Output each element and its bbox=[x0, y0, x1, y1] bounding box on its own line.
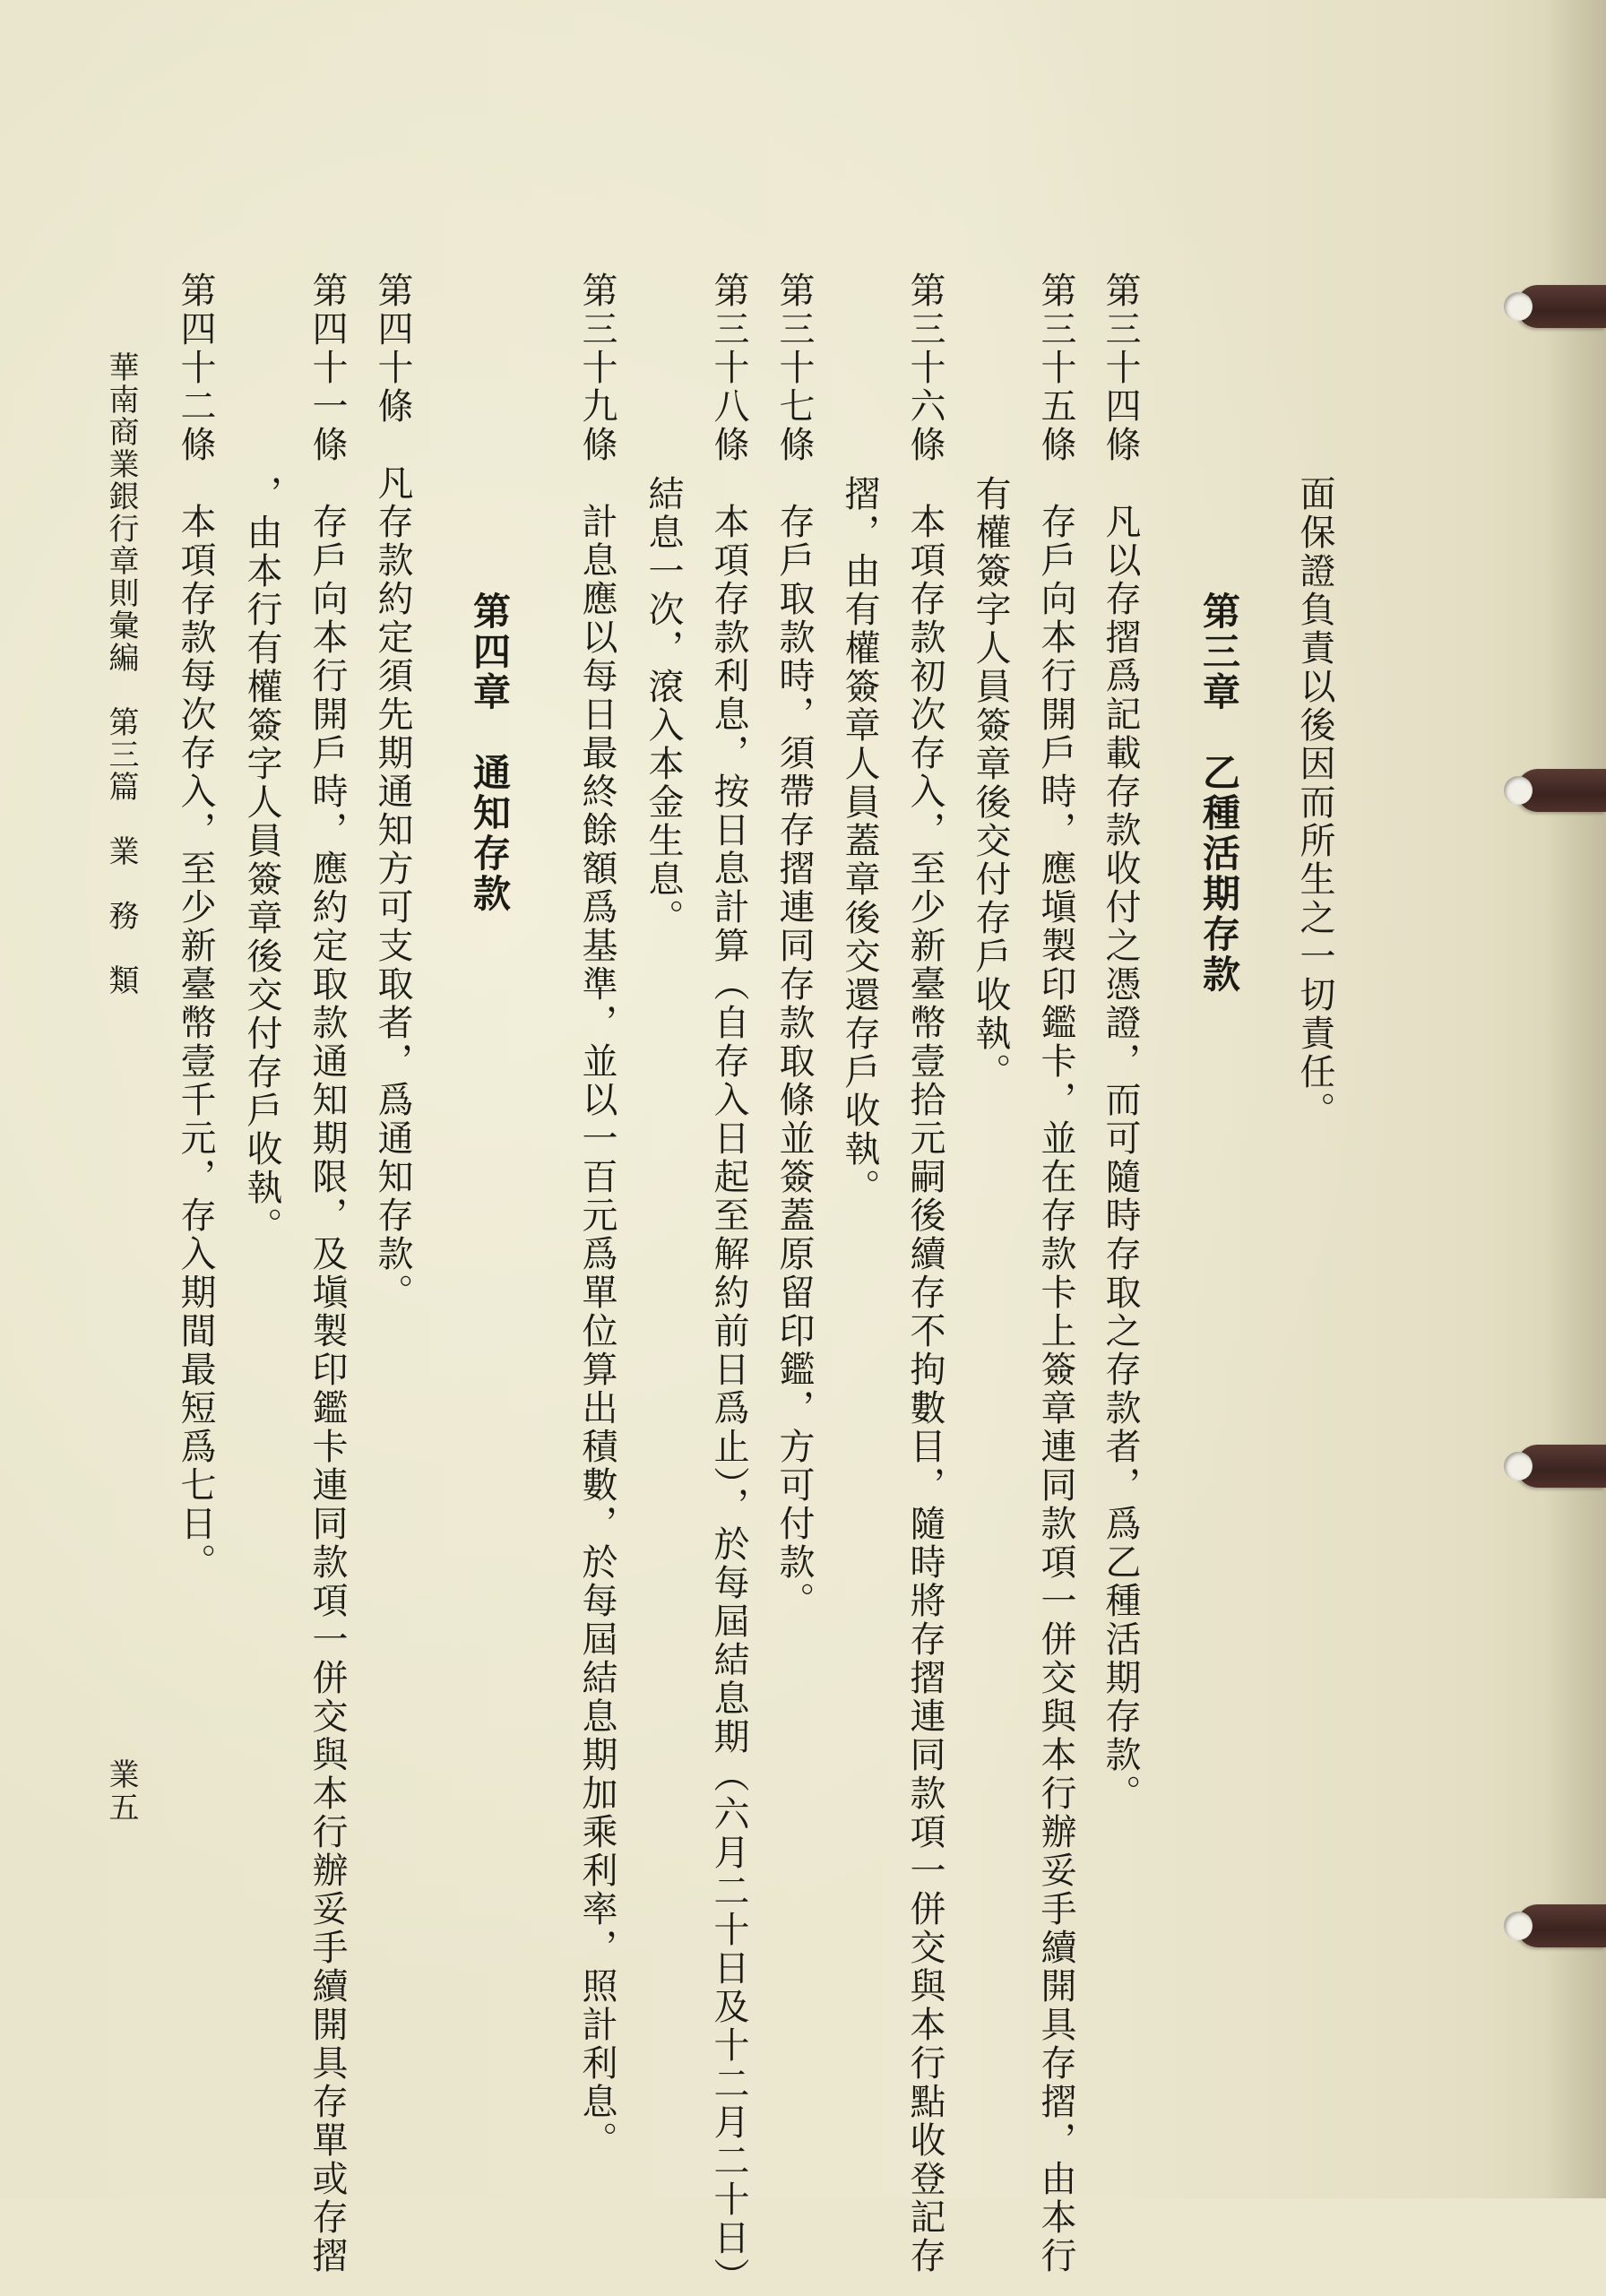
article-41: 第四十一條 存戶向本行開戶時，應約定取款通知期限，及塡製印鑑卡連同款項一併交與本行辦妥手續開具存單或存摺 bbox=[307, 272, 348, 2275]
page-edge-shadow bbox=[1543, 0, 1606, 2198]
article-35-continuation: 有權簽字人員簽章後交付存戶收執。 bbox=[970, 475, 1011, 1092]
article-38: 第三十八條 本項存款利息，按日息計算（自存入日起至解約前日爲止），於每屆結息期（六月二十日及十二月二十日） bbox=[708, 272, 749, 2296]
article-41-continuation: ，由本行有權簽字人員簽章後交付存戶收執。 bbox=[241, 475, 282, 1246]
article-37: 第三十七條 存戶取款時，須帶存摺連同存款取條並簽蓋原留印鑑，方可付款。 bbox=[773, 272, 815, 1620]
article-36-continuation: 摺，由有權簽章人員蓋章後交還存戶收執。 bbox=[839, 475, 880, 1207]
article-34: 第三十四條 凡以存摺爲記載存款收付之憑證，而可隨時存取之存款者，爲乙種活期存款。 bbox=[1100, 272, 1141, 1813]
page-footer: 華南商業銀行章則彙編 第三篇 業 務 類 bbox=[103, 351, 139, 997]
binding-thread-1 bbox=[1516, 285, 1606, 328]
article-42: 第四十二條 本項存款每次存入，至少新臺幣壹千元，存入期間最短爲七日。 bbox=[175, 272, 216, 1582]
article-36: 第三十六條 本項存款初次存入，至少新臺幣壹拾元嗣後續存不拘數目，隨時將存摺連同款項一併交與本行點收登記存 bbox=[904, 272, 945, 2275]
article-39: 第三十九條 計息應以每日最終餘額爲基準，並以一百元爲單位算出積數，於每屆結息期加乘利率，照計利息。 bbox=[576, 272, 617, 2160]
binding-thread-2 bbox=[1516, 769, 1606, 812]
page-folio: 業五 bbox=[103, 1758, 139, 1825]
binding-thread-4 bbox=[1516, 1904, 1606, 1947]
text-column-continuation: 面保證負責以後因而所生之一切責任。 bbox=[1294, 475, 1335, 1130]
chapter-4-heading: 第四章 通知存款 bbox=[468, 591, 512, 914]
chapter-3-heading: 第三章 乙種活期存款 bbox=[1197, 591, 1241, 995]
article-38-continuation: 結息一次，滾入本金生息。 bbox=[643, 475, 684, 937]
article-40: 第四十條 凡存款約定須先期通知方可支取者，爲通知存款。 bbox=[372, 272, 413, 1312]
binding-thread-3 bbox=[1516, 1445, 1606, 1488]
article-35: 第三十五條 存戶向本行開戶時，應塡製印鑑卡，並在存款卡上簽章連同款項一併交與本行辦妥手續開具存摺，由本行 bbox=[1035, 272, 1076, 2275]
